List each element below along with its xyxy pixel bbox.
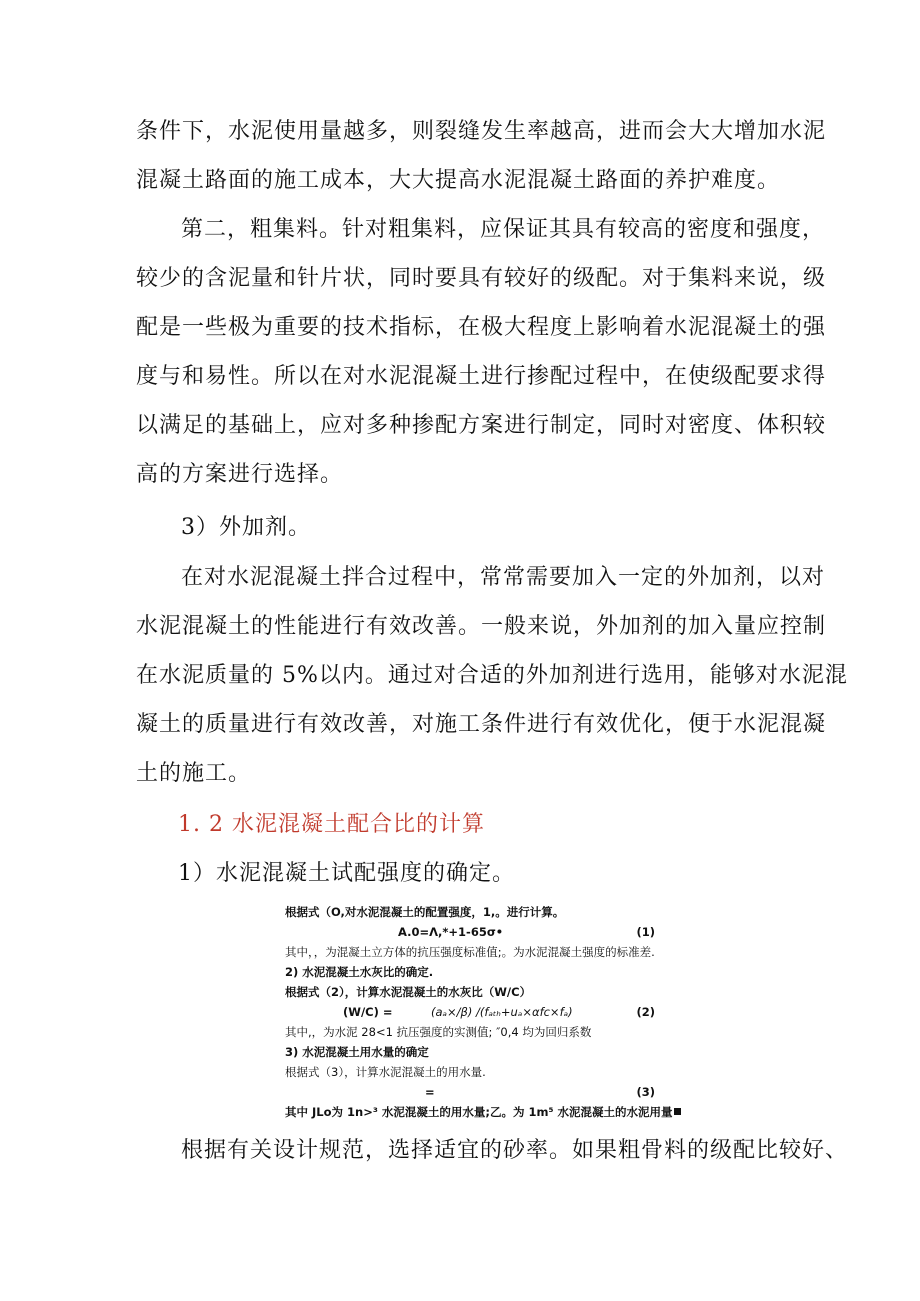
paragraph-line: 土的施工。 — [136, 761, 252, 786]
equation-number-2: (2) — [636, 1005, 655, 1019]
equation-number-3: (3) — [636, 1085, 655, 1099]
formula-equation-2-left: (W/C) = — [343, 1005, 393, 1019]
paragraph-line: 根据有关设计规范，选择适宜的砂率。如果粗骨料的级配比较好、 — [181, 1138, 849, 1163]
paragraph-line: 混凝土路面的施工成本，大大提高水泥混凝土路面的养护难度。 — [136, 168, 781, 193]
list-item-heading: 3）外加剂。 — [181, 515, 311, 540]
paragraph-line: 高的方案进行选择。 — [136, 462, 344, 487]
formula-text: 其中 JLo为 1n>³ 水泥混凝土的用水量;乙。为 1m⁵ 水泥混凝土的水泥用量 — [285, 1105, 673, 1119]
paragraph-line: 凝土的质量进行有效改善，对施工条件进行有效优化，便于水泥混凝 — [136, 712, 827, 737]
formula-equation-3: = — [425, 1085, 435, 1099]
formula-text-line: 其中,，为水泥 28<1 抗压强度的实测值; ″0,4 均为回归系数 — [285, 1025, 592, 1039]
paragraph-line: 水泥混凝土的性能进行有效改善。一般来说，外加剂的加入量应控制 — [136, 614, 827, 639]
formula-subheading: 2) 水泥混凝土水灰比的确定. — [285, 965, 434, 979]
formula-equation-2: (aₐ×/β) /(fₐₜₕ+uₐ×αfc×fₐ) — [431, 1005, 573, 1019]
paragraph-line: 第二，粗集料。针对粗集料，应保证其具有较高的密度和强度， — [181, 217, 826, 242]
paragraph-line: 以满足的基础上，应对多种掺配方案进行制定，同时对密度、体积较 — [136, 413, 827, 438]
black-square-icon — [674, 1108, 681, 1115]
paragraph-line: 配是一些极为重要的技术指标，在极大程度上影响着水泥混凝土的强 — [136, 315, 827, 340]
section-heading: 1. 2 水泥混凝土配合比的计算 — [178, 812, 485, 837]
subsection-heading: 1）水泥混凝土试配强度的确定。 — [178, 861, 515, 886]
formula-text-line: 根据式（2），计算水泥混凝土的水灰比（W/C） — [285, 985, 532, 999]
paragraph-line: 较少的含泥量和针片状，同时要具有较好的级配。对于集料来说，级 — [136, 266, 827, 291]
formula-text-line-last — [285, 1104, 681, 1120]
equation-number-1: (1) — [636, 925, 655, 939]
paragraph-line: 在对水泥混凝土拌合过程中，常常需要加入一定的外加剂，以对 — [181, 565, 826, 590]
paragraph-line: 条件下，水泥使用量越多，则裂缝发生率越高，进而会大大增加水泥 — [136, 119, 827, 144]
paragraph-line: 在水泥质量的 5%以内。通过对合适的外加剂进行选用，能够对水泥混 — [136, 663, 848, 688]
formula-equation-1: A.0=Λ,*+1-65σ• — [398, 925, 504, 939]
formula-text-line: 根据式（O,对水泥混凝土的配置强度，1,。进行计算。 — [285, 905, 565, 919]
formula-text-line: 根据式（3），计算水泥混凝土的用水量. — [285, 1065, 486, 1079]
formula-subheading: 3) 水泥混凝土用水量的确定 — [285, 1045, 429, 1059]
formula-text-line: 其中，，为混凝土立方体的抗压强度标准值;。为水泥混凝土强度的标准差. — [285, 945, 655, 959]
paragraph-line: 度与和易性。所以在对水泥混凝土进行掺配过程中，在使级配要求得 — [136, 364, 827, 389]
